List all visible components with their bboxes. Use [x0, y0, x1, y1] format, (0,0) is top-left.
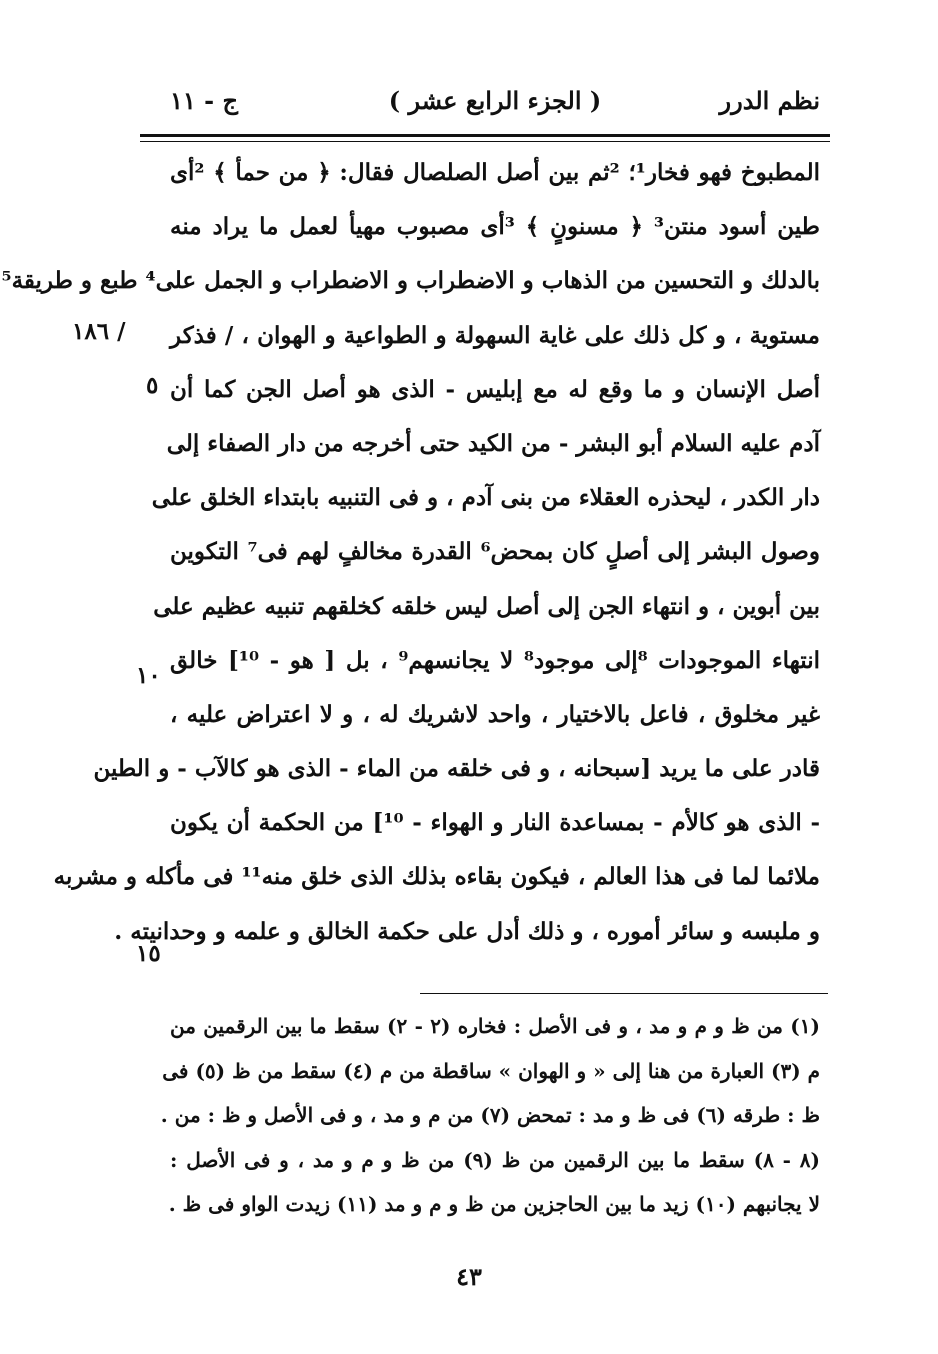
text-line: انتهاء الموجودات ⁸إلى موجود⁸ لا يجانسهم⁹ ، بل [ هو - ¹⁰] خالق — [170, 646, 820, 674]
book-title: نظم الدرر — [719, 86, 820, 115]
footnote-separator — [420, 993, 828, 994]
juz-reference: ج - ١١ — [170, 86, 238, 115]
header-rule-thick — [140, 134, 830, 137]
text-line: آدم عليه السلام أبو البشر - من الكيد حتى أخرجه من دار الصفاء إلى — [166, 429, 820, 457]
text-line: و ملبسه و سائر أموره ، و ذلك أدل على حكمة الخالق و علمه و وحدانيته . — [114, 917, 820, 945]
text-line: مستوية ، و كل ذلك على غاية السهولة و الطواعية و الهوان ، / فذكر — [170, 321, 820, 349]
line-number-15: ١٥ — [136, 940, 161, 967]
text-line: - الذى هو كالأم - بمساعدة النار و الهواء - ¹⁰] من الحكمة أن يكون — [170, 809, 820, 837]
text-line: دار الكدر ، ليحذره العقلاء من بنى آدم ، و فى التنبيه بابتداء الخلق على — [151, 484, 820, 512]
text-line: أصل الإنسان و ما وقع له مع إبليس - الذى هو أصل الجن كما أن — [170, 375, 820, 403]
text-line: المطبوخ فهو فخار¹؛ ²ثم بين أصل الصلصال فقال: ﴿ من حمأ ﴾ ²أى — [170, 159, 820, 186]
footnote-line: ظ : طرقه (٦) فى ظ و مد : تمحض (٧) من م و مد ، و فى الأصل و ظ : من . — [160, 1103, 820, 1128]
text-line: طين أسود منتن³ ﴿ مسنونٍ ﴾ ³أى مصبوب مهيأ لعمل ما يراد منه — [170, 213, 820, 241]
footnote-line: (٨ - ٨) سقط ما بين الرقمين من ظ (٩) من ظ و م و مد ، و فى الأصل : — [170, 1147, 820, 1172]
text-line: ملائما لما فى هذا العالم ، فيكون بقاءه بذلك الذى خلق منه¹¹ فى مأكله و مشربه — [53, 863, 820, 891]
footnote-line: م (٣) العبارة من هنا إلى « و الهوان » ساقطة من م (٤) سقط من ظ (٥) فى — [162, 1058, 820, 1083]
text-line: بالدلك و التحسين من الذهاب و الاضطراب و الاضطراب و الجمل على⁴ طبع و طريقة⁵ — [1, 267, 820, 295]
text-line: قادر على ما يريد [سبحانه ، و فى خلقه من الماء - الذى هو كالآب - و الطين — [93, 755, 820, 783]
footnote-line: (١) من ظ و م و مد ، و فى الأصل : فخاره (٢ - ٢) سقط ما بين الرقمين من — [170, 1014, 820, 1038]
part-label: ( الجزء الرابع عشر ) — [388, 86, 602, 115]
folio-marker: / ١٨٦ — [72, 318, 126, 345]
header-rule-thin — [140, 141, 830, 142]
text-line: بين أبوين ، و انتهاء الجن إلى أصل ليس خلقه كخلقهم تنبيه عظيم على — [153, 592, 820, 620]
line-number-10: ١٠ — [136, 662, 161, 689]
footnotes — [160, 1004, 820, 1227]
page-number: ٤٣ — [456, 1262, 482, 1291]
footnote-line: لا يجانبهم (١٠) زيد ما بين الحاجزين من ظ و م و مد (١١) زيدت الواو فى ظ . — [168, 1192, 820, 1217]
line-number-5: ٥ — [146, 372, 159, 399]
text-line: وصول البشر إلى أصلٍ كان بمحض⁶ القدرة مخالفٍ لهم فى⁷ التكوين — [170, 538, 821, 566]
text-line: غير مخلوق ، فاعل بالاختيار ، واحد لاشريك له ، و لا اعتراض عليه ، — [170, 700, 820, 728]
running-header — [170, 82, 820, 124]
